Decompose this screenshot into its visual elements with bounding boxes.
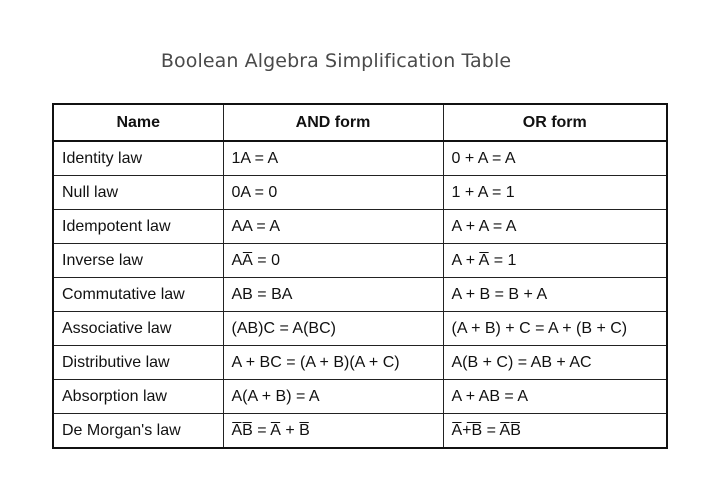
- and-form-cell: AB = BA: [223, 278, 443, 312]
- and-form-cell: 1A = A: [223, 141, 443, 176]
- page-title: Boolean Algebra Simplification Table: [160, 50, 512, 72]
- and-form-cell: A̅B̅ = A̅ + B̅: [223, 414, 443, 449]
- table-row: [53, 380, 667, 414]
- table-row: [53, 346, 667, 380]
- table-row: [53, 278, 667, 312]
- and-form-cell: AA = A: [223, 210, 443, 244]
- or-form-cell: A + A̅ = 1: [443, 244, 667, 278]
- header-name: Name: [53, 104, 223, 141]
- table-row: [53, 244, 667, 278]
- law-name: Null law: [53, 176, 223, 210]
- law-name: Absorption law: [53, 380, 223, 414]
- table-header-row: [53, 104, 667, 141]
- or-form-cell: 1 + A = 1: [443, 176, 667, 210]
- table-row: [53, 176, 667, 210]
- law-name: Idempotent law: [53, 210, 223, 244]
- and-form-cell: 0A = 0: [223, 176, 443, 210]
- or-form-cell: A + A = A: [443, 210, 667, 244]
- table-row: [53, 141, 667, 176]
- or-form-cell: A̅+̅B̅ = A̅B̅: [443, 414, 667, 449]
- and-form-cell: AA̅ = 0: [223, 244, 443, 278]
- header-and-form: AND form: [223, 104, 443, 141]
- law-name: Inverse law: [53, 244, 223, 278]
- or-form-cell: 0 + A = A: [443, 141, 667, 176]
- law-name: Commutative law: [53, 278, 223, 312]
- law-name: Associative law: [53, 312, 223, 346]
- header-or-form: OR form: [443, 104, 667, 141]
- law-name: De Morgan's law: [53, 414, 223, 449]
- or-form-cell: A(B + C) = AB + AC: [443, 346, 667, 380]
- and-form-cell: A(A + B) = A: [223, 380, 443, 414]
- or-form-cell: (A + B) + C = A + (B + C): [443, 312, 667, 346]
- table-row: [53, 414, 667, 449]
- or-form-cell: A + AB = A: [443, 380, 667, 414]
- and-form-cell: (AB)C = A(BC): [223, 312, 443, 346]
- or-form-cell: A + B = B + A: [443, 278, 667, 312]
- table-row: [53, 210, 667, 244]
- and-form-cell: A + BC = (A + B)(A + C): [223, 346, 443, 380]
- boolean-law-table: [52, 103, 668, 449]
- law-name: Identity law: [53, 141, 223, 176]
- law-name: Distributive law: [53, 346, 223, 380]
- table-row: [53, 312, 667, 346]
